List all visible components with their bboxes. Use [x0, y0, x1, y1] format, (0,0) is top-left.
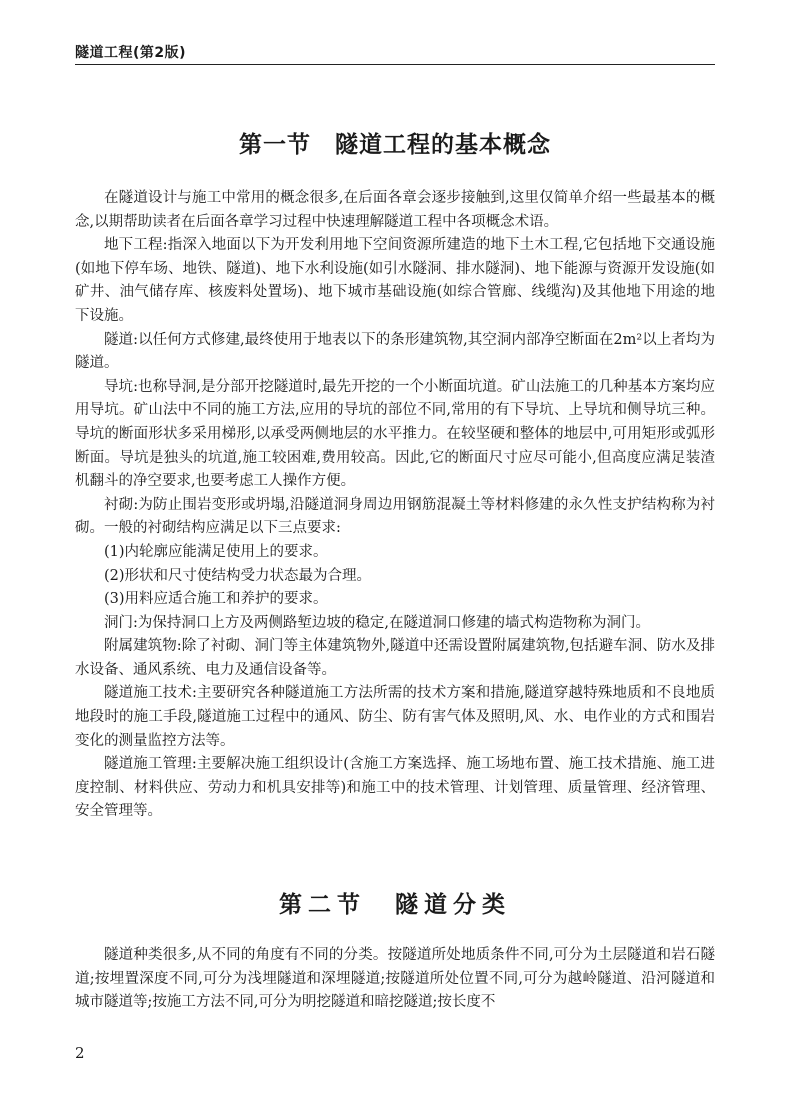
header-rule: [75, 64, 715, 65]
paragraph-tunnel-definition: 隧道:以任何方式修建,最终使用于地表以下的条形建筑物,其空洞内部净空断面在2m²以上者均为隧道。: [75, 331, 715, 372]
paragraph-tunnel-classification: 隧道种类很多,从不同的角度有不同的分类。按隧道所处地质条件不同,可分为土层隧道和岩石隧道;按埋置深度不同,可分为浅埋隧道和深埋隧道;按隧道所处位置不同,可分为越岭隧道、沿河隧道和城市隧道等;按施工方法不同,可分为明挖隧道和暗挖隧道;按长度不: [75, 947, 715, 1011]
section-1-title: 第一节 隧道工程的基本概念: [239, 132, 551, 158]
list-item-requirement-2: (2)形状和尺寸使结构受力状态最为合理。: [104, 567, 372, 584]
paragraph-lining: 衬砌:为防止围岩变形或坍塌,沿隧道洞身周边用钢筋混凝土等材料修建的永久性支护结构称为衬砌。一般的衬砌结构应满足以下三点要求:: [75, 496, 715, 537]
paragraph-auxiliary-structures: 附属建筑物:除了衬砌、洞门等主体建筑物外,隧道中还需设置附属建筑物,包括避车洞、防水及排水设备、通风系统、电力及通信设备等。: [75, 638, 715, 678]
page-number: 2: [75, 1044, 85, 1062]
paragraph-intro: 在隧道设计与施工中常用的概念很多,在后面各章会逐步接触到,这里仅简单介绍一些最基本的概念,以期帮助读者在后面各章学习过程中快速理解隧道工程中各项概念术语。: [75, 190, 715, 230]
list-item-requirement-3: (3)用料应适合施工和养护的要求。: [104, 591, 328, 608]
running-header-title: 隧道工程(第2版): [75, 45, 187, 61]
section-2-title: 第二节 隧道分类: [279, 892, 511, 918]
list-item-requirement-1: (1)内轮廓应能满足使用上的要求。: [104, 543, 328, 560]
section-1-body: [75, 187, 715, 824]
paragraph-underground-engineering: 地下工程:指深入地面以下为开发利用地下空间资源所建造的地下土木工程,它包括地下交通设施(如地下停车场、地铁、隧道)、地下水利设施(如引水隧洞、排水隧洞)、地下能源与资源开发设施(如矿井、油气储存库、核废料处置场)、地下城市基础设施(如综合管廊、线缆沟)及其他地下用途的地下设施。: [75, 237, 715, 324]
paragraph-pilot-tunnel: 导坑:也称导洞,是分部开挖隧道时,最先开挖的一个小断面坑道。矿山法施工的几种基本方案均应用导坑。矿山法中不同的施工方法,应用的导坑的部位不同,常用的有下导坑、上导坑和侧导坑三种。导坑的断面形状多采用梯形,以承受两侧地层的水平推力。在较坚硬和整体的地层中,可用矩形或弧形断面。导坑是独头的坑道,施工较困难,费用较高。因此,它的断面尺寸应尽可能小,但高度应满足装渣机翻斗的净空要求,也要考虑工人操作方便。: [75, 378, 715, 490]
section-2-body: [75, 944, 715, 1015]
paragraph-construction-technology: 隧道施工技术:主要研究各种隧道施工方法所需的技术方案和措施,隧道穿越特殊地质和不良地质地段时的施工手段,隧道施工过程中的通风、防尘、防有害气体及照明,风、水、电作业的方式和围岩变化的测量监控方法等。: [75, 685, 715, 749]
paragraph-construction-management: 隧道施工管理:主要解决施工组织设计(含施工方案选择、施工场地布置、施工技术措施、施工进度控制、材料供应、劳动力和机具安排等)和施工中的技术管理、计划管理、质量管理、经济管理、安全管理等。: [75, 756, 715, 820]
paragraph-portal: 洞门:为保持洞口上方及两侧路堑边坡的稳定,在隧道洞口修建的墙式构造物称为洞门。: [104, 614, 650, 631]
